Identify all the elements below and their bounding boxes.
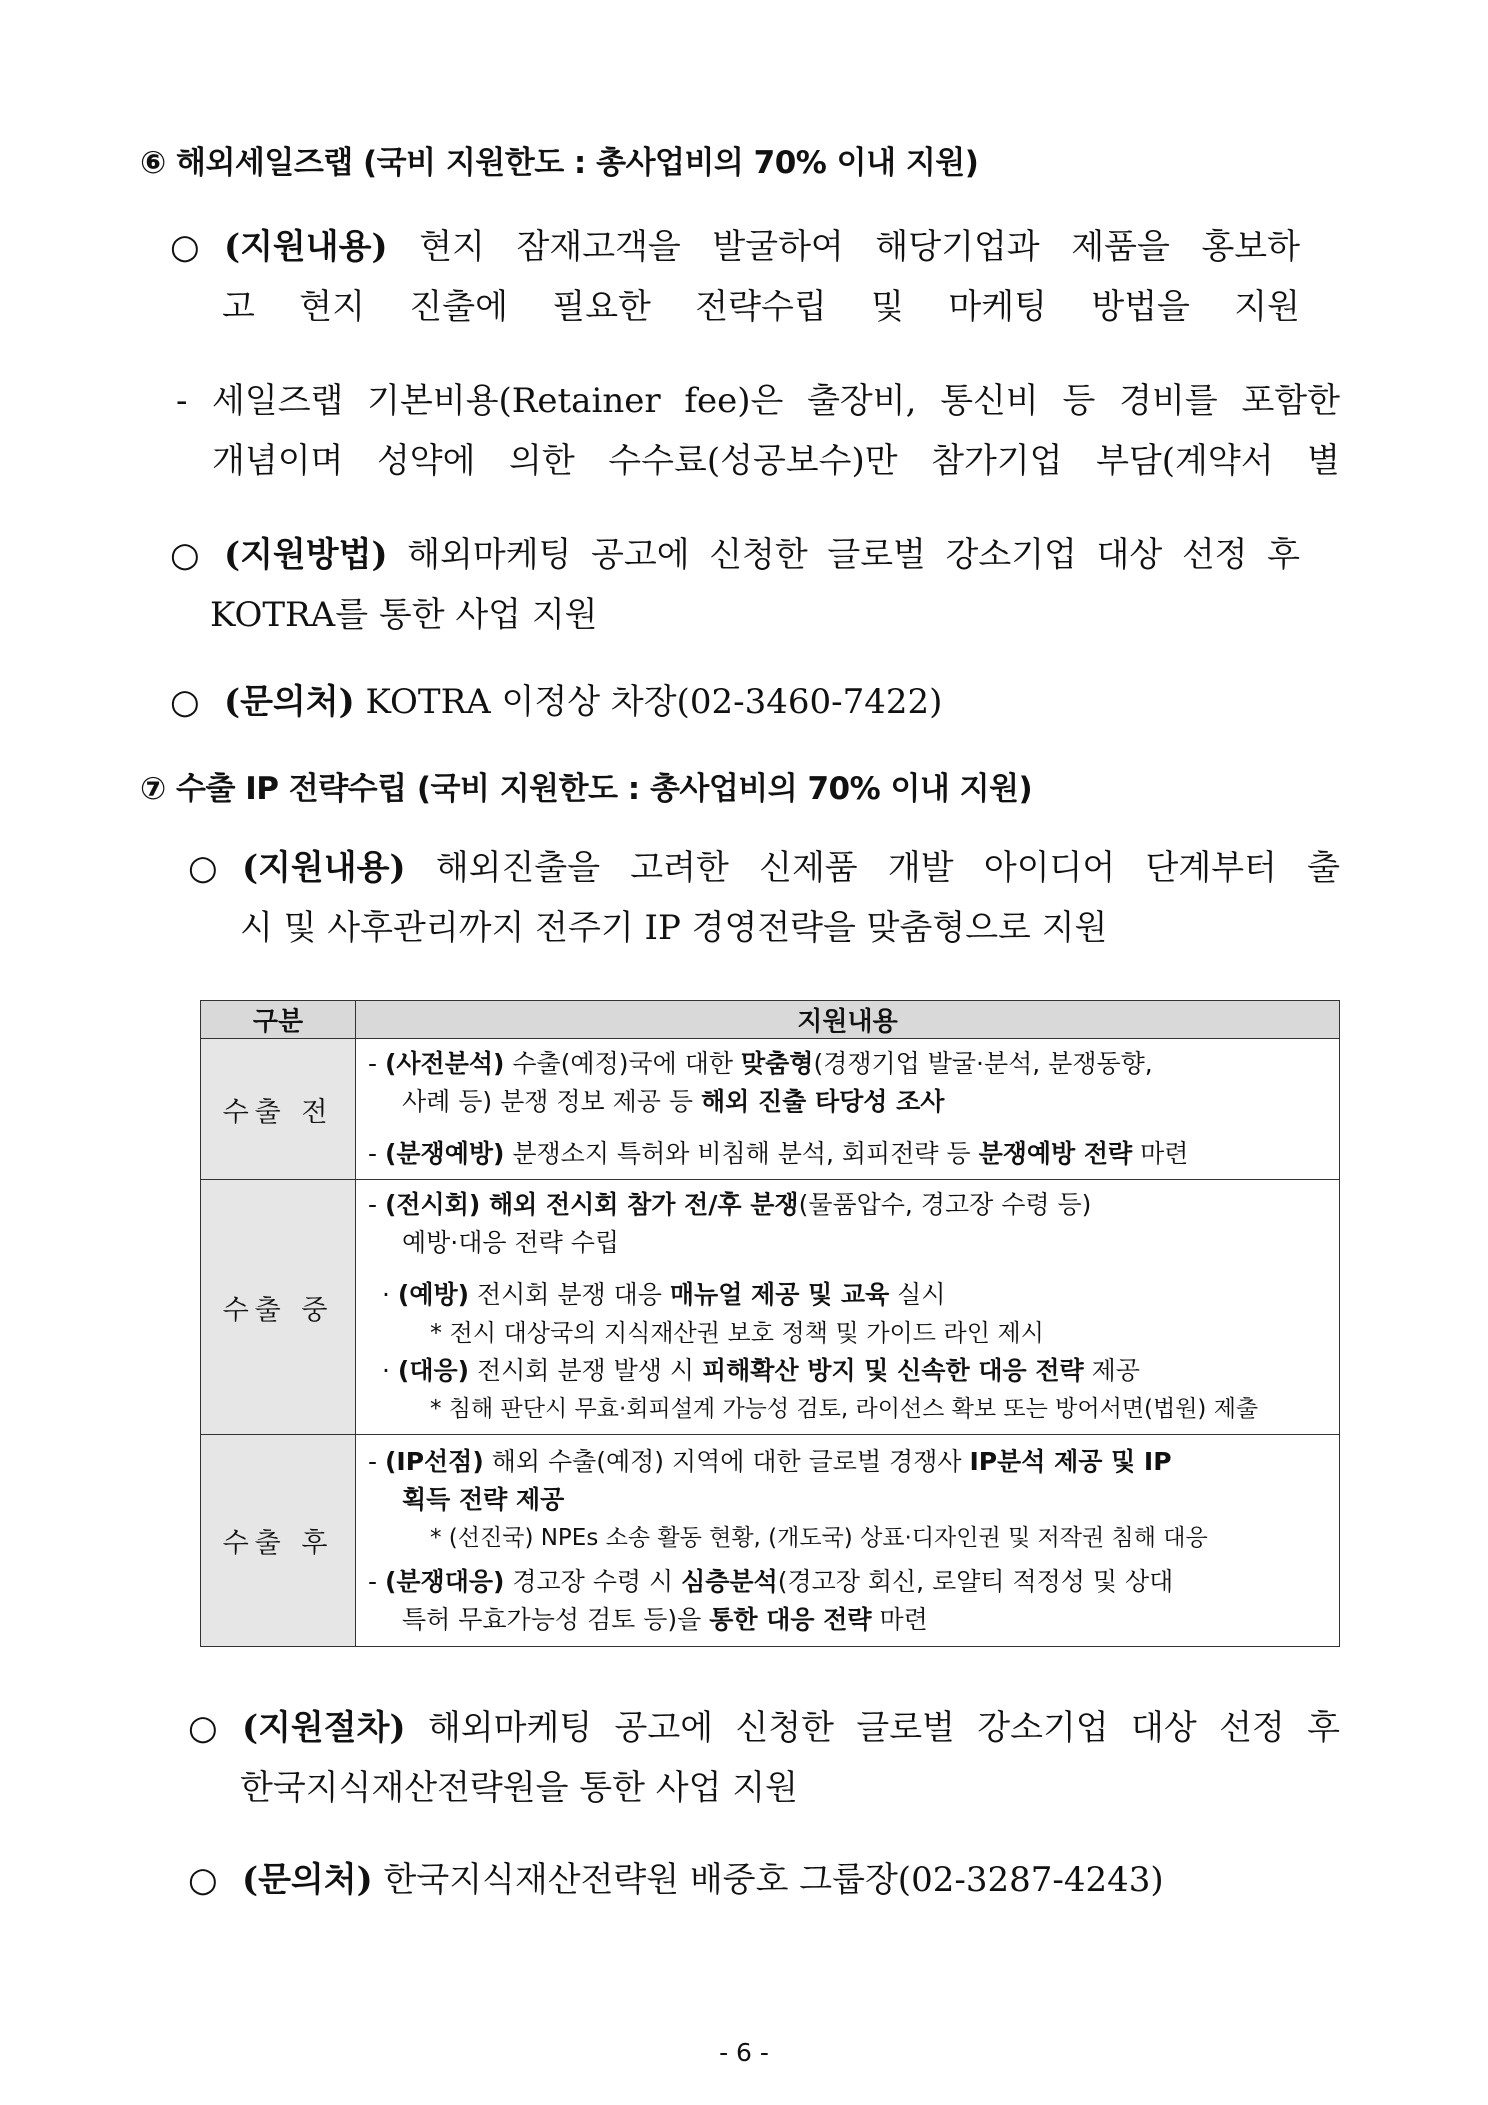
section-6-contact-item: ○ (문의처) KOTRA 이정상 차장(02-3460-7422) — [170, 672, 1300, 732]
ip-support-table — [200, 1000, 1340, 1647]
section-6-method-item: ○ (지원방법) 해외마케팅 공고에 신청한 글로벌 강소기업 대상 선정 후 KOTRA를 통한 사업 지원 — [170, 525, 1300, 645]
item-label: (문의처) — [224, 682, 355, 722]
item-label: (지원내용) — [224, 227, 388, 267]
table-row — [201, 1180, 1340, 1435]
row-content: - (전시회) 해외 전시회 참가 전/후 분쟁(물품압수, 경고장 수령 등) 예방·대응 전략 수립 · (예방) 전시회 분쟁 대응 매뉴얼 제공 및 교육 실시 * 전시 대상국의 지식재산권 보호 정책 및 가이드 라인 제시 · (대응) 전시회 분쟁 발생 시 피해확산 방지 및 신속한 대응 전략 제공 * 침해 판단시 무효·회피설계 가능성 검토, 라이선스 확보 또는 방어서면(법원) 제출 — [356, 1180, 1340, 1435]
table-header-row — [201, 1001, 1340, 1039]
section-7-heading: ⑦ 수출 IP 전략수립 (국비 지원한도 : 총사업비의 70% 이내 지원) — [140, 771, 1033, 807]
section-7-contact-item: ○ (문의처) 한국지식재산전략원 배중호 그룹장(02-3287-4243) — [188, 1850, 1340, 1910]
row-category: 수출 후 — [201, 1435, 356, 1647]
bullet-circle: ○ — [188, 1860, 218, 1900]
item-label: (지원방법) — [224, 535, 388, 575]
item-label: (문의처) — [242, 1860, 373, 1900]
section-7-procedure-item: ○ (지원절차) 해외마케팅 공고에 신청한 글로벌 강소기업 대상 선정 후 한국지식재산전략원을 통한 사업 지원 — [188, 1698, 1340, 1818]
section-6-heading: ⑥ 해외세일즈랩 (국비 지원한도 : 총사업비의 70% 이내 지원) — [140, 145, 979, 181]
bullet-circle: ○ — [170, 535, 200, 575]
bullet-circle: ○ — [170, 682, 200, 722]
page-number: - 6 - — [719, 2038, 769, 2067]
row-category: 수출 전 — [201, 1039, 356, 1180]
table-row — [201, 1435, 1340, 1647]
row-category: 수출 중 — [201, 1180, 356, 1435]
item-label: (지원내용) — [242, 848, 406, 888]
bullet-circle: ○ — [188, 848, 218, 888]
row-content: - (사전분석) 수출(예정)국에 대한 맞춤형(경쟁기업 발굴·분석, 분쟁동향, 사례 등) 분쟁 정보 제공 등 해외 진출 타당성 조사 - (분쟁예방) 분쟁소지 특허와 비침해 분석, 회피전략 등 분쟁예방 전략 마련 — [356, 1039, 1340, 1180]
bullet-dash: - — [176, 381, 188, 421]
row-content: - (IP선점) 해외 수출(예정) 지역에 대한 글로벌 경쟁사 IP분석 제공 및 IP 획득 전략 제공 * (선진국) NPEs 소송 활동 현황, (개도국) 상표·디자인권 및 저작권 침해 대응 - (분쟁대응) 경고장 수령 시 심층분석(경고장 회신, 로얄티 적정성 및 상대 특허 무효가능성 검토 등)을 통한 대응 전략 마련 — [356, 1435, 1340, 1647]
item-label: (지원절차) — [242, 1708, 406, 1748]
header-content: 지원내용 — [356, 1001, 1340, 1039]
bullet-circle: ○ — [188, 1708, 218, 1748]
header-category: 구분 — [201, 1001, 356, 1039]
section-6-content-item: ○ (지원내용) 현지 잠재고객을 발굴하여 해당기업과 제품을 홍보하 고 현지 진출에 필요한 전략수립 및 마케팅 방법을 지원 — [170, 217, 1300, 337]
section-6-note-item: - 세일즈랩 기본비용(Retainer fee)은 출장비, 통신비 등 경비를 포함한 개념이며 성약에 의한 수수료(성공보수)만 참가기업 부담(계약서 별 — [176, 371, 1340, 491]
section-7-content-item: ○ (지원내용) 해외진출을 고려한 신제품 개발 아이디어 단계부터 출 시 및 사후관리까지 전주기 IP 경영전략을 맞춤형으로 지원 — [188, 838, 1340, 958]
table-row — [201, 1039, 1340, 1180]
bullet-circle: ○ — [170, 227, 200, 267]
